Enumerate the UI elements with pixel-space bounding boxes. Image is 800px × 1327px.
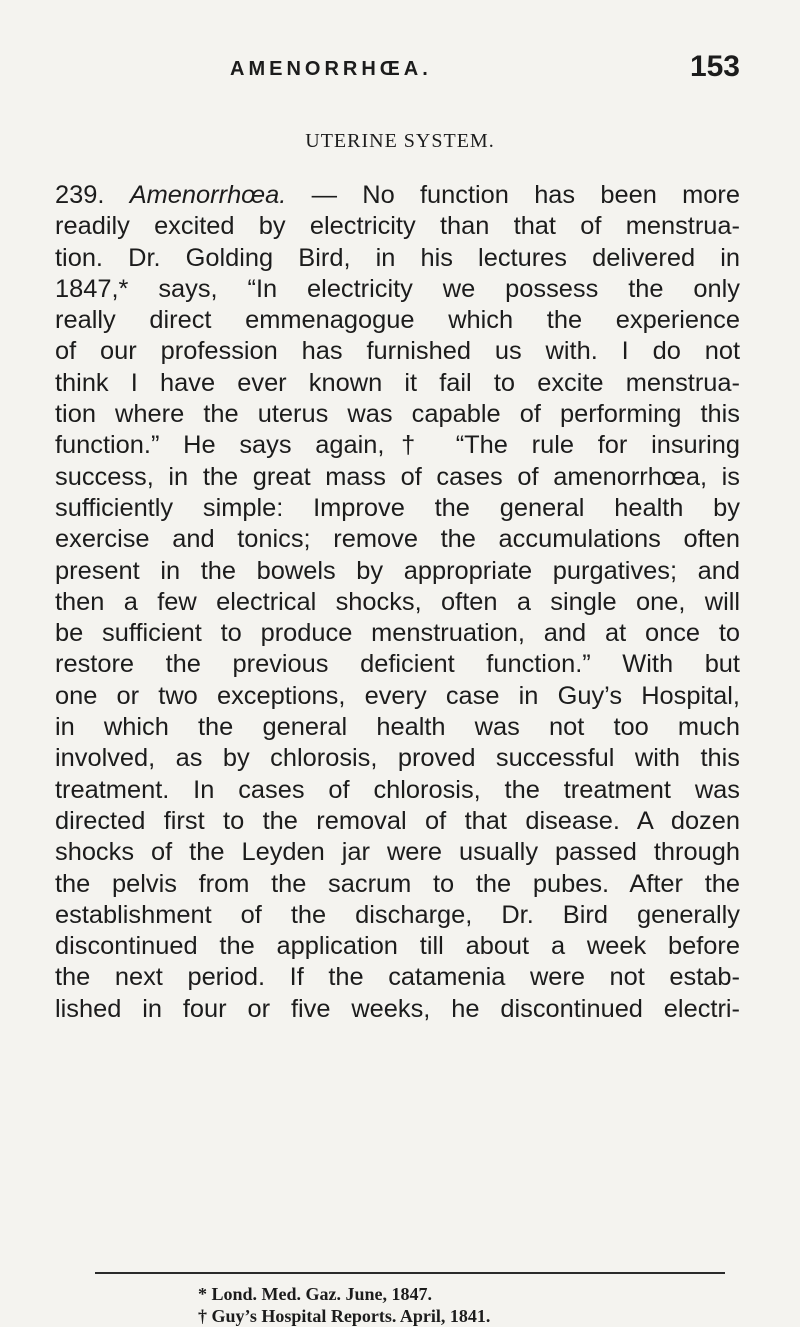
text-line: 1847,* says, “In electricity we possess the only — [55, 274, 740, 303]
text-line: function.” He says again,† “The rule for insuring — [55, 431, 740, 460]
running-title: AMENORRHŒA. — [230, 58, 432, 80]
text-line: involved, as by chlorosis, proved successful with this — [55, 744, 740, 773]
text-line: lished in four or five weeks, he discontinued electri- — [55, 994, 740, 1023]
section-heading: UTERINE SYSTEM. — [305, 130, 495, 152]
running-head — [230, 50, 740, 90]
text-line: of our profession has furnished us with. I do not — [55, 337, 740, 366]
text-line: really direct emmenagogue which the experience — [55, 306, 740, 335]
text-line: present in the bowels by appropriate purgatives; and — [55, 556, 740, 585]
text-line: success, in the great mass of cases of amenorrhœa, is — [55, 462, 740, 491]
footnote-1: * Lond. Med. Gaz. June, 1847. — [198, 1284, 433, 1304]
text-line: discontinued the application till about a week before — [55, 932, 740, 961]
text-line: sufficiently simple: Improve the general health by — [55, 493, 740, 522]
text-line: shocks of the Leyden jar were usually passed through — [55, 838, 740, 867]
footnote-divider — [95, 1272, 725, 1274]
paragraph-239 — [55, 180, 740, 1025]
text-line: establishment of the discharge, Dr. Bird generally — [55, 900, 740, 929]
text-line: in which the general health was not too much — [55, 713, 740, 742]
text-line: one or two exceptions, every case in Guy’s Hospital, — [55, 681, 740, 710]
text-line: then a few electrical shocks, often a single one, will — [55, 587, 740, 616]
text-line: tion. Dr. Golding Bird, in his lectures delivered in — [55, 243, 740, 272]
footnotes — [198, 1283, 490, 1327]
text-line: readily excited by electricity than that of menstrua- — [55, 212, 740, 241]
first-line — [55, 180, 740, 211]
text-line: — No function has been more — [286, 181, 741, 209]
text-line: treatment. In cases of chlorosis, the treatment was — [55, 775, 740, 804]
text-line: exercise and tonics; remove the accumulations often — [55, 525, 740, 554]
footnote-2: † Guy’s Hospital Reports. April, 1841. — [198, 1306, 491, 1326]
text-line: directed first to the removal of that disease. A dozen — [55, 806, 740, 835]
paragraph-number: 239. — [55, 181, 105, 209]
text-line: the next period. If the catamenia were not estab- — [55, 963, 740, 992]
text-line: tion where the uterus was capable of performing this — [55, 400, 740, 429]
page-number: 153 — [689, 50, 740, 83]
text-line: the pelvis from the sacrum to the pubes. After the — [55, 869, 740, 898]
text-line: restore the previous deficient function.” With but — [55, 650, 740, 679]
paragraph-title: Amenorrhœa. — [129, 181, 287, 209]
text-line: be sufficient to produce menstruation, and at once to — [55, 619, 740, 648]
text-line: think I have ever known it fail to excite menstrua- — [55, 368, 740, 397]
